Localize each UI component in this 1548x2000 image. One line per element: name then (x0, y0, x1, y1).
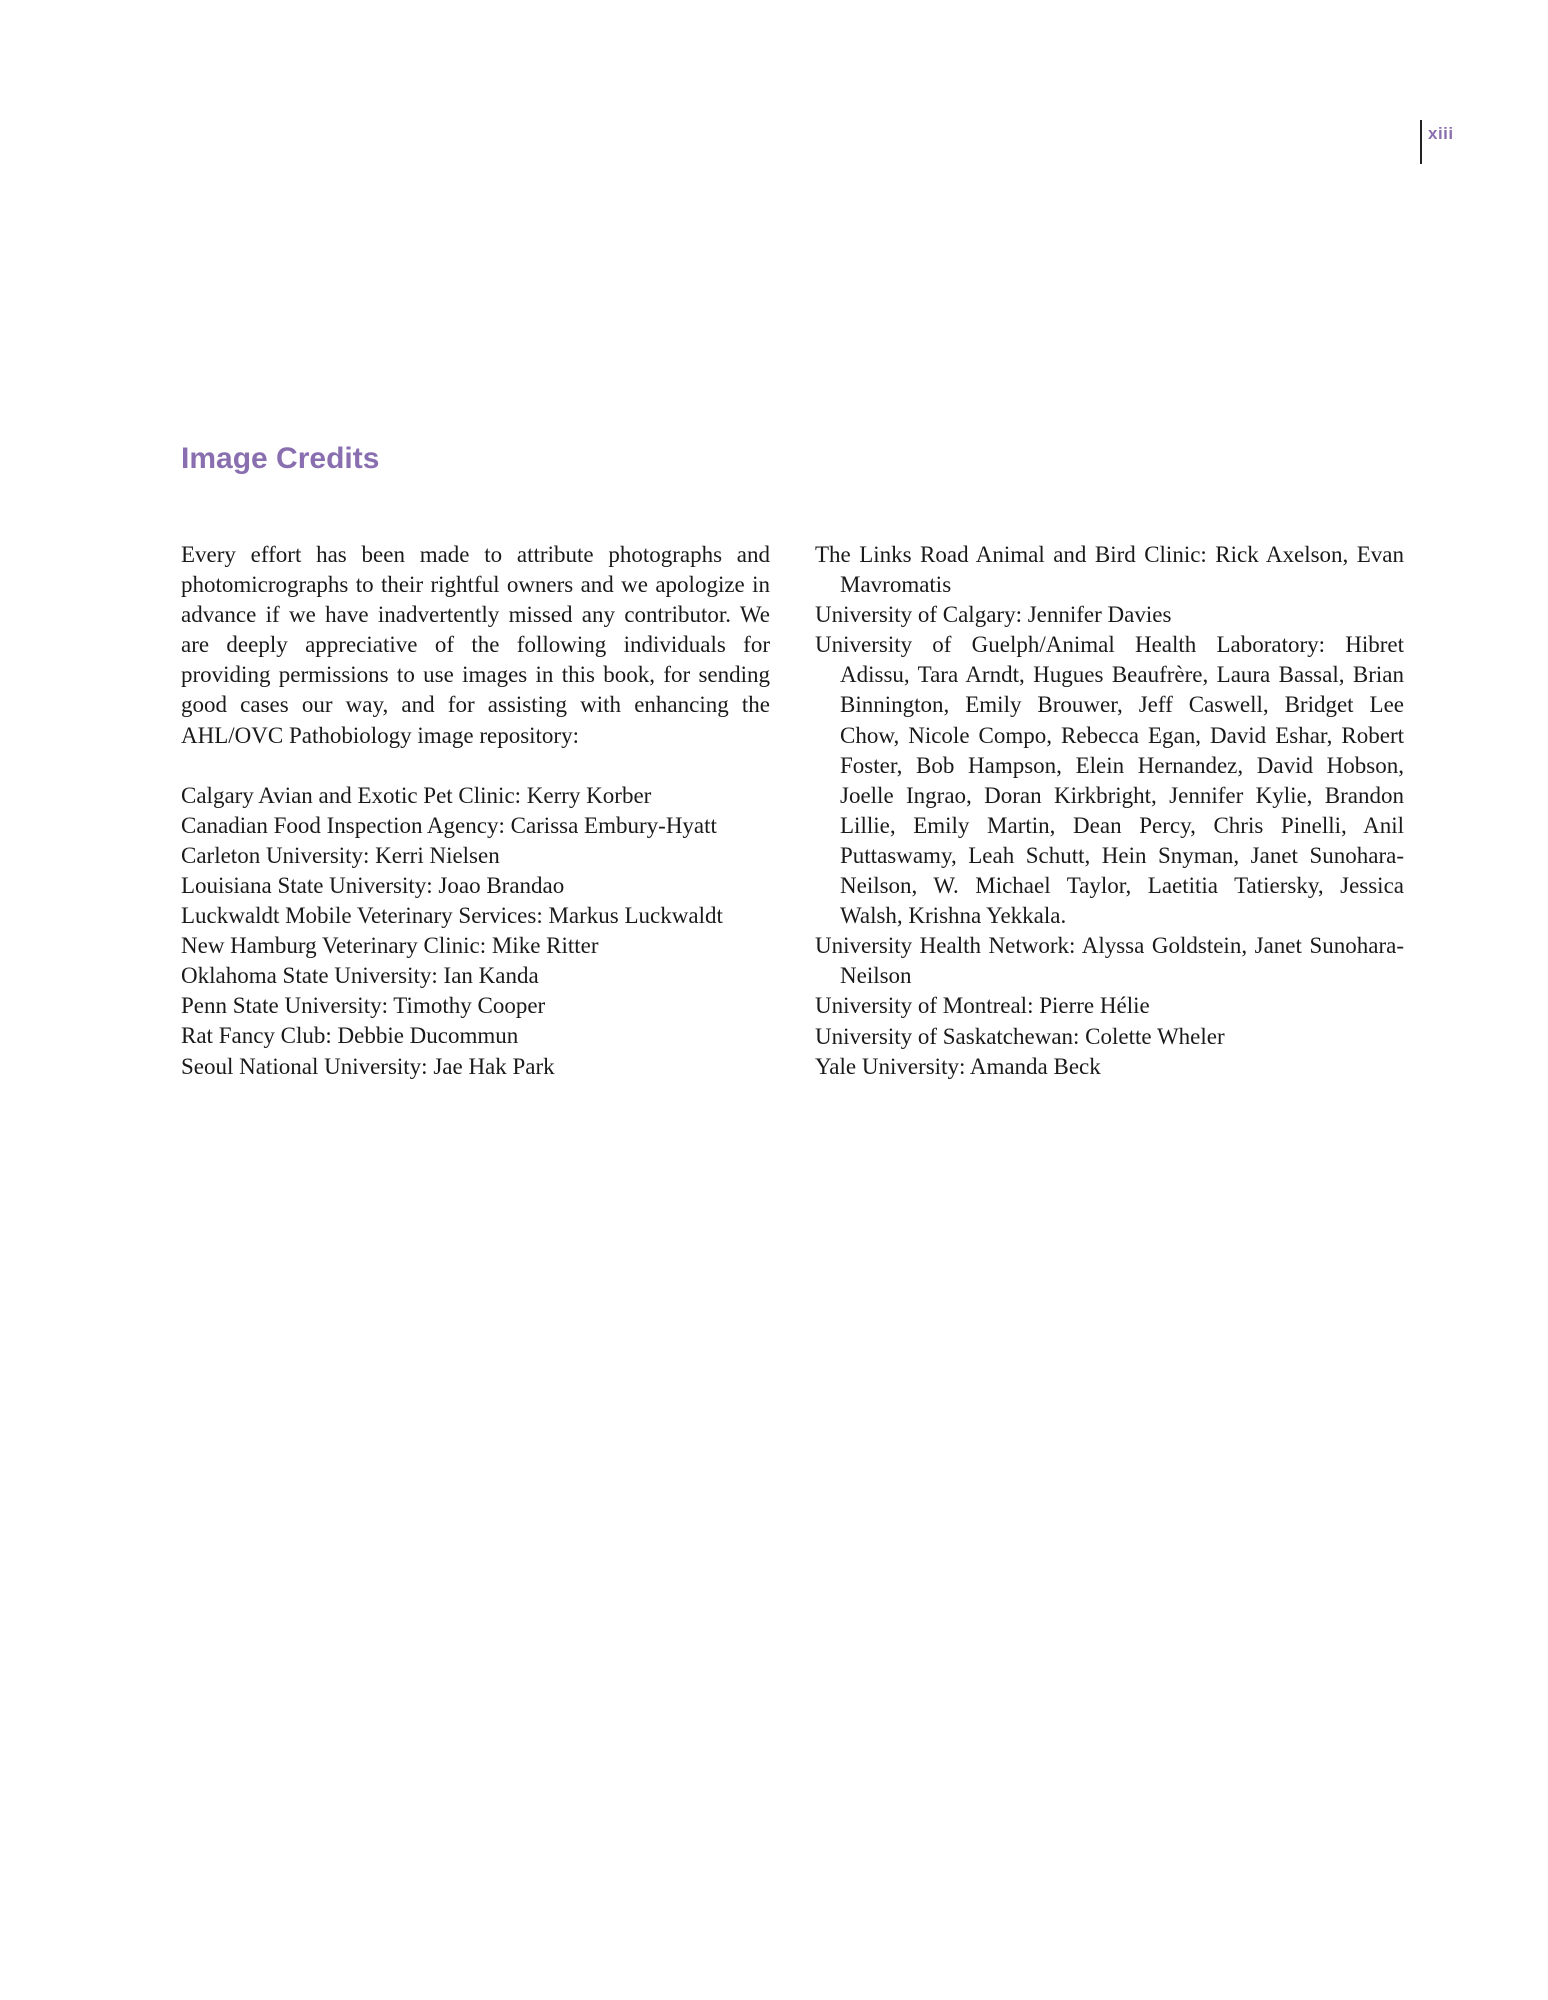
credit-entry: Seoul National University: Jae Hak Park (181, 1053, 555, 1079)
credit-entry: Louisiana State University: Joao Brandao (181, 872, 565, 898)
right-column (815, 540, 1404, 1082)
left-column (181, 540, 770, 1082)
credit-entry: Oklahoma State University: Ian Kanda (181, 963, 539, 989)
page-number-rule (1420, 120, 1422, 164)
credit-entry: Canadian Food Inspection Agency: Carissa Embury-Hyatt (181, 812, 717, 838)
credit-entry: University of Saskatchewan: Colette Wheler (815, 1023, 1225, 1049)
right-credit-list (815, 540, 1404, 1082)
credit-entry: University of Montreal: Pierre Hélie (815, 993, 1150, 1019)
credit-entry: Penn State University: Timothy Cooper (181, 993, 546, 1019)
intro-paragraph: Every effort has been made to attribute photographs and photomicrographs to their rightful owners and we apologize in advance if we have inadvertently missed any contributor. We are deeply appreciative of the following individuals for providing permissions to use images in this book, for sending good cases our way, and for assisting with enhancing the AHL/OVC Pathobiology image repository: (181, 542, 770, 748)
credit-entry: The Links Road Animal and Bird Clinic: Rick Axelson, Evan Mavromatis (815, 542, 1404, 598)
credit-entry: New Hamburg Veterinary Clinic: Mike Ritter (181, 933, 599, 959)
credit-entry: Yale University: Amanda Beck (815, 1053, 1101, 1079)
credit-entry: University Health Network: Alyssa Goldstein, Janet Sunohara-Neilson (815, 933, 1404, 989)
credit-entry: University of Guelph/Animal Health Laboratory: Hibret Adissu, Tara Arndt, Hugues Beaufrère, Laura Bassal, Brian Binnington, Emily Brouwer, Jeff Caswell, Bridget Lee Chow, Nicole Compo, Rebecca Egan, David Eshar, Robert Foster, Bob Hampson, Elein Hernandez, David Hobson, Joelle Ingrao, Doran Kirkbright, Jennifer Kylie, Brandon Lillie, Emily Martin, Dean Percy, Chris Pinelli, Anil Puttaswamy, Leah Schutt, Hein Snyman, Janet Sunohara-Neilson, W. Michael Taylor, Laetitia Tatiersky, Jessica Walsh, Krishna Yekkala. (815, 632, 1404, 929)
credit-entry: Calgary Avian and Exotic Pet Clinic: Kerry Korber (181, 782, 652, 808)
page-title: Image Credits (181, 442, 380, 475)
credit-entry: Rat Fancy Club: Debbie Ducommun (181, 1023, 519, 1049)
credit-entry: Carleton University: Kerri Nielsen (181, 842, 500, 868)
left-credit-list (181, 781, 770, 1082)
credit-entry: University of Calgary: Jennifer Davies (815, 602, 1172, 628)
page-number: xiii (1428, 124, 1454, 143)
credit-entry: Luckwaldt Mobile Veterinary Services: Markus Luckwaldt (181, 903, 723, 929)
